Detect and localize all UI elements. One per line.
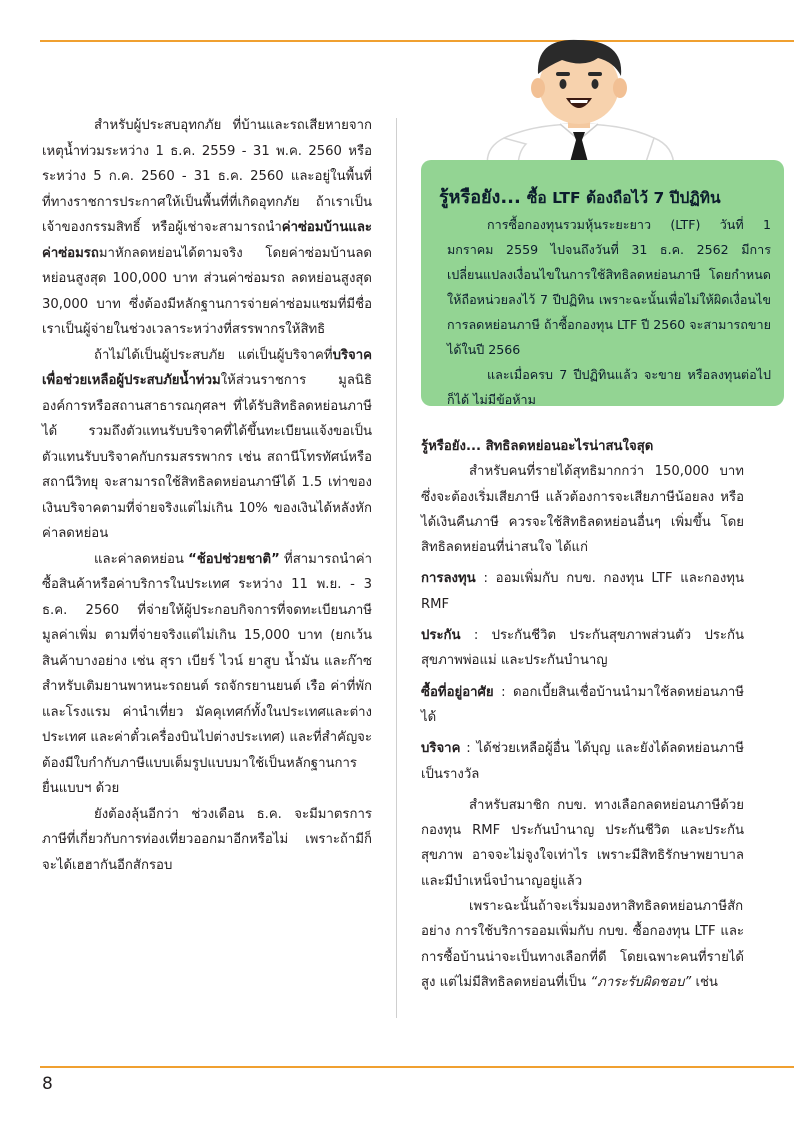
left-paragraph-3: และค่าลดหย่อน “ช้อปช่วยชาติ” ที่สามารถนำค่าซื้อสินค้าหรือค่าบริการในประเทศ ระหว่าง 11 พ.ย. - 3 ธ.ค. 2560 ที่จ่ายให้ผู้ประกอบกิจการที่จดทะเบียนภาษีมูลค่าเพิ่ม ตามที่จ่ายจริงแต่ไม่เกิน 15,000 บาท (ยกเว้นสินค้าบางอย่าง เช่น สุรา เบียร์ ไวน์ ยาสูบ น้ำมัน และก๊าซสำหรับเติมยานพาหนะรถยนต์ รถจักรยานยนต์ เรือ ค่าที่พักและโรงแรม ค่านำเที่ยว มัคคุเทศก์ทั้งในประเทศและต่างประเทศ และค่าตั๋วเครื่องบินไปต่างประเทศ) และที่สำคัญจะต้องมีใบกำกับภาษีแบบเต็มรูปแบบมาใช้เป็นหลักฐานการยื่นแบบฯ ด้วย	[42, 551, 372, 796]
bottom-rule	[40, 1066, 794, 1068]
deduction-item-insurance: ประกัน : ประกันชีวิต ประกันสุขภาพส่วนตัว ประกันสุขภาพพ่อแม่ และประกันบำนาญ	[421, 628, 744, 669]
deduction-item-housing: ซื้อที่อยู่อาศัย : ดอกเบี้ยสินเชื่อบ้านนำมาใช้ลดหย่อนภาษีได้	[421, 684, 744, 725]
right-last-paragraph: เพราะฉะนั้นถ้าจะเริ่มมองหาสิทธิลดหย่อนภาษีสักอย่าง การใช้บริการออมเพิ่มกับ กบข. ซื้อกองทุน LTF และการซื้อบ้านน่าจะเป็นทางเลือกที่ดี โดยเฉพาะคนที่รายได้สูง แต่ไม่มีสิทธิลดหย่อนที่เป็น “ภาระรับผิดชอบ” เช่น	[421, 899, 744, 990]
tip-paragraph-1: การซื้อกองทุนรวมหุ้นระยะยาว (LTF) วันที่ 1 มกราคม 2559 ไปจนถึงวันที่ 31 ธ.ค. 2562 มีการเปลี่ยนแปลงเงื่อนไขในการใช้สิทธิลดหย่อนภาษี โดยกำหนดให้ถือหน่วยลงไว้ 7 ปีปฏิทิน เพราะฉะนั้นเพื่อไม่ให้ผิดเงื่อนไขการลดหย่อนภาษี ถ้าซื้อกองทุน LTF ปี 2560 จะสามารถขายได้ในปี 2566	[447, 217, 771, 357]
left-paragraph-4: ยังต้องลุ้นอีกว่า ช่วงเดือน ธ.ค. จะมีมาตรการภาษีที่เกี่ยวกับการท่องเที่ยวออกมาอีกหรือไม่ เพราะถ้ามีก็จะได้เฮฮากันอีกสักรอบ	[42, 806, 372, 873]
left-paragraph-1: สำหรับผู้ประสบอุทกภัย ที่บ้านและรถเสียหายจากเหตุน้ำท่วมระหว่าง 1 ธ.ค. 2559 - 31 พ.ค. 2560 หรือระหว่าง 5 ก.ค. 2560 - 31 ธ.ค. 2560 และอยู่ในพื้นที่ที่ทางราชการประกาศให้เป็นพื้นที่ที่เกิดอุทกภัย ถ้าเราเป็นเจ้าของกรรมสิทธิ์ หรือผู้เช่าจะสามารถนำค่าซ่อมบ้านและค่าซ่อมรถมาหักลดหย่อนได้ตามจริง โดยค่าซ่อมบ้านลดหย่อนสูงสุด 100,000 บาท ส่วนค่าซ่อมรถ ลดหย่อนสูงสุด 30,000 บาท ซึ่งต้องมีหลักฐานการจ่ายค่าซ่อมแซมที่มีชื่อเราเป็นผู้จ่ายในช่วงเวลาระหว่างที่สรรพากรให้สิทธิ	[42, 118, 372, 337]
right-intro: สำหรับคนที่รายได้สุทธิมากกว่า 150,000 บาท ซึ่งจะต้องเริ่มเสียภาษี แล้วต้องการจะเสียภาษีน้อยลง หรือได้เงินคืนภาษี ควรจะใช้สิทธิลดหย่อนอื่นๆ เพิ่มขึ้น โดยสิทธิลดหย่อนที่น่าสนใจ ได้แก่	[421, 464, 744, 556]
tip-subtitle: ซื้อ LTF ต้องถือไว้ 7 ปีปฏิทิน	[526, 189, 721, 207]
left-column	[42, 113, 372, 878]
page-number: 8	[42, 1074, 53, 1094]
businessman-mascot-icon	[474, 28, 684, 168]
section-heading: รู้หรือยัง... สิทธิลดหย่อนอะไรน่าสนใจสุด	[421, 439, 654, 454]
right-member-paragraph: สำหรับสมาชิก กบข. ทางเลือกลดหย่อนภาษีด้วยกองทุน RMF ประกันบำนาญ ประกันชีวิต และประกันสุขภาพ อาจจะไม่จูงใจเท่าไร เพราะมีสิทธิรักษาพยาบาลและมีบำเหน็จบำนาญอยู่แล้ว	[421, 797, 744, 889]
ltf-tip-box	[421, 160, 784, 406]
tip-paragraph-2: และเมื่อครบ 7 ปีปฏิทินแล้ว จะขาย หรือลงทุนต่อไปก็ได้ ไม่มีข้อห้าม	[447, 367, 771, 407]
column-divider	[396, 118, 397, 1018]
right-column	[421, 434, 744, 995]
tip-title: รู้หรือยัง... ซื้อ LTF ต้องถือไว้ 7 ปีปฏิทิน	[439, 187, 721, 208]
tip-body	[447, 212, 771, 412]
deduction-item-donation: บริจาค : ได้ช่วยเหลือผู้อื่น ได้บุญ และยังได้ลดหย่อนภาษีเป็นรางวัล	[421, 741, 744, 782]
deduction-item-investment: การลงทุน : ออมเพิ่มกับ กบข. กองทุน LTF และกองทุน RMF	[421, 571, 744, 612]
left-paragraph-2: ถ้าไม่ได้เป็นผู้ประสบภัย แต่เป็นผู้บริจาคที่บริจาคเพื่อช่วยเหลือผู้ประสบภัยน้ำท่วมให้ส่วนราชการ มูลนิธิ องค์การหรือสถานสาธารณกุศลฯ ที่ได้รับสิทธิลดหย่อนภาษีได้ รวมถึงตัวแทนรับบริจาคที่ได้ขึ้นทะเบียนแจ้งขอเป็นตัวแทนรับบริจาคกับกรมสรรพากร เช่น สถานีโทรทัศน์หรือสถานีวิทยุ จะสามารถใช้สิทธิลดหย่อนภาษีได้ 1.5 เท่าของเงินบริจาคตามที่จ่ายจริงแต่ไม่เกิน 10% ของเงินได้หลังหักค่าลดหย่อน	[42, 347, 372, 541]
